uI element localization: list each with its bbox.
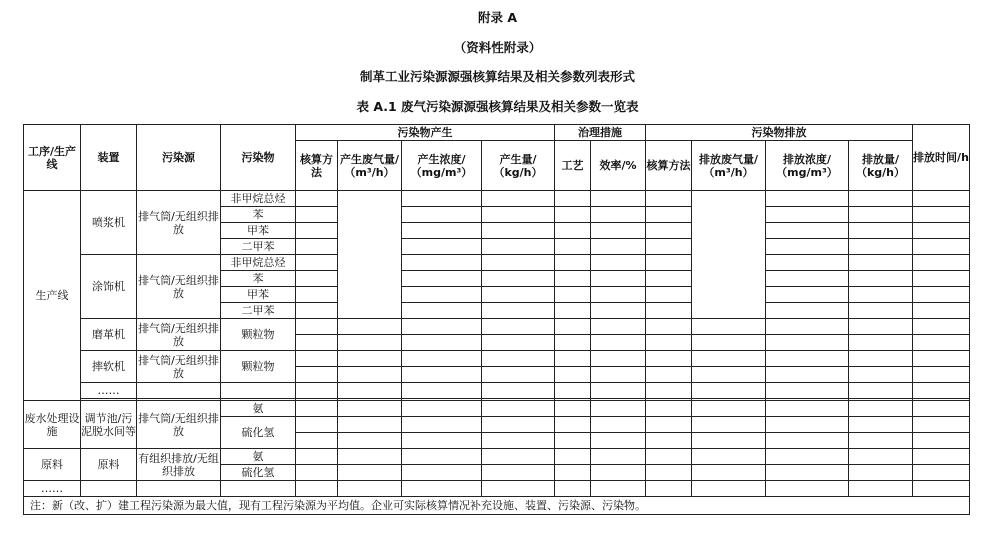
col-pollutant: 污染物 — [221, 125, 296, 191]
source-cell: 排气筒/无组织排放 — [137, 319, 221, 351]
pollutant-cell: 非甲烷总烃 — [221, 255, 296, 271]
table-row — [24, 319, 970, 335]
col-source: 污染源 — [137, 125, 221, 191]
pollutant-cell: 甲苯 — [221, 287, 296, 303]
main-title: 制革工业污染源源强核算结果及相关参数列表形式 — [359, 69, 635, 84]
pollutant-cell: 苯 — [221, 271, 296, 287]
table-title: 表 A.1 废气污染源源强核算结果及相关参数一览表 — [356, 99, 639, 114]
col-emit-conc: 排放浓度/（mg/m³） — [766, 141, 849, 191]
table-row — [24, 449, 970, 465]
table-row — [24, 351, 970, 367]
col-emit-method: 核算方法 — [646, 141, 692, 191]
table-footnote: 注：新（改、扩）建工程污染源为最大值，现有工程污染源为平均值。企业可实际核算情况补充设施、装置、污染源、污染物。 — [24, 497, 970, 515]
emission-table — [23, 124, 970, 515]
source-cell: 排气筒/无组织排放 — [137, 191, 221, 255]
table-row — [24, 383, 970, 399]
device-cell: 摔软机 — [81, 351, 137, 383]
pollutant-cell: 苯 — [221, 207, 296, 223]
col-gen-amount: 产生量/（kg/h） — [482, 141, 555, 191]
process-cell: 生产线 — [24, 191, 81, 401]
pollutant-cell: 非甲烷总烃 — [221, 191, 296, 207]
source-cell: 排气筒/无组织排放 — [137, 255, 221, 319]
col-process-tech: 工艺 — [555, 141, 591, 191]
col-emission-time: 排放时间/h — [913, 125, 970, 191]
col-treatment: 治理措施 — [555, 125, 646, 141]
table-row — [24, 191, 970, 207]
pollutant-cell: 氨 — [221, 401, 296, 417]
pollutant-cell: 二甲苯 — [221, 239, 296, 255]
process-cell: …… — [24, 481, 81, 497]
col-emit-amount: 排放量/（kg/h） — [849, 141, 913, 191]
device-cell: 涂饰机 — [81, 255, 137, 319]
col-process: 工序/生产线 — [24, 125, 81, 191]
pollutant-cell: 颗粒物 — [221, 319, 296, 351]
col-gen-volume: 产生废气量/（m³/h） — [338, 141, 402, 191]
source-cell: 排气筒/无组织排放 — [137, 401, 221, 449]
source-cell: 有组织排放/无组织排放 — [137, 449, 221, 481]
device-cell: 原料 — [81, 449, 137, 481]
col-gen-method: 核算方法 — [296, 141, 338, 191]
device-cell: …… — [81, 383, 137, 399]
pollutant-cell: 硫化氢 — [221, 465, 296, 481]
table-row — [24, 401, 970, 417]
appendix-label: 附录 A — [477, 10, 518, 25]
appendix-type: （资料性附录） — [453, 40, 542, 55]
process-cell: 废水处理设施 — [24, 401, 81, 449]
pollutant-cell: 甲苯 — [221, 223, 296, 239]
pollutant-cell: 二甲苯 — [221, 303, 296, 319]
pollutant-cell: 颗粒物 — [221, 351, 296, 383]
process-cell: 原料 — [24, 449, 81, 481]
col-efficiency: 效率/% — [591, 141, 646, 191]
pollutant-cell: 氨 — [221, 449, 296, 465]
pollutant-cell: 硫化氢 — [221, 417, 296, 449]
table-row — [24, 481, 970, 497]
col-gen-conc: 产生浓度/（mg/m³） — [402, 141, 482, 191]
table-row — [24, 255, 970, 271]
col-emit-volume: 排放废气量/（m³/h） — [692, 141, 766, 191]
device-cell: 磨革机 — [81, 319, 137, 351]
device-cell: 调节池/污泥脱水间等 — [81, 401, 137, 449]
device-cell: 喷浆机 — [81, 191, 137, 255]
source-cell: 排气筒/无组织排放 — [137, 351, 221, 383]
col-emission: 污染物排放 — [646, 125, 913, 141]
col-generation: 污染物产生 — [296, 125, 555, 141]
col-device: 装置 — [81, 125, 137, 191]
